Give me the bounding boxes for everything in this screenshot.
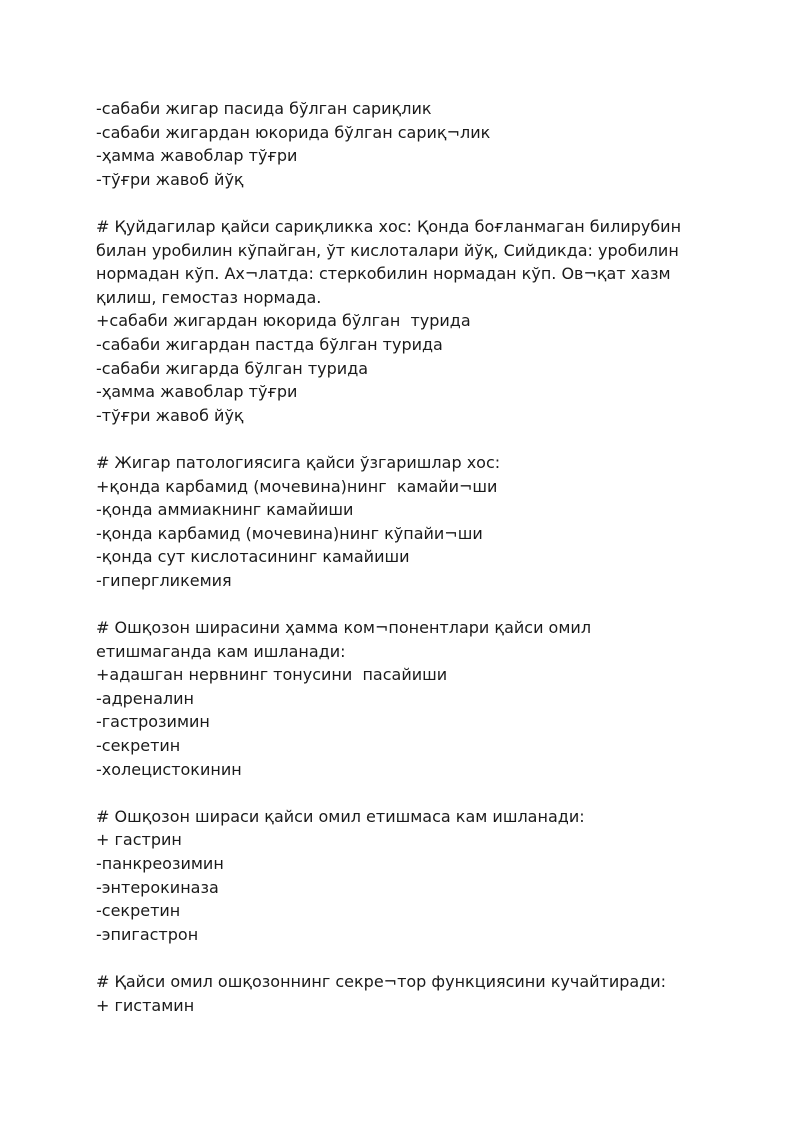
- question-text: етишмаганда кам ишланади:: [96, 641, 346, 661]
- answer-option: -эпигастрон: [96, 924, 199, 944]
- answer-option: -тўғри жавоб йўқ: [96, 169, 244, 189]
- question-text: # Жигар патологиясига қайси ўзгаришлар хос:: [96, 452, 501, 472]
- question-text: # Қуйдагилар қайси сариқликка хос: Қонда боғланмаган билирубин: [96, 216, 682, 236]
- answer-option: -сабаби жигардан юкорида бўлган сариқ¬лик: [96, 122, 491, 142]
- question-block: [96, 616, 706, 781]
- answer-option: -қонда карбамид (мочевина)нинг кўпайи¬ши: [96, 523, 483, 543]
- answer-option-correct: + гистамин: [96, 995, 195, 1015]
- blank-line: [96, 191, 706, 215]
- question-text: қилиш, гемостаз нормада.: [96, 287, 322, 307]
- answer-option: -холецистокинин: [96, 759, 242, 779]
- answer-option: -ҳамма жавоблар тўғри: [96, 146, 298, 166]
- answer-option: -қонда сут кислотасининг камайиши: [96, 547, 410, 567]
- continuation-block: [96, 97, 706, 191]
- question-text: # Қайси омил ошқозоннинг секре¬тор функциясини кучайтиради:: [96, 971, 667, 991]
- question-block: [96, 215, 706, 427]
- answer-option: -тўғри жавоб йўқ: [96, 405, 244, 425]
- answer-option-correct: +адашган нервнинг тонусини пасайиши: [96, 665, 448, 685]
- question-text: # Ошқозон ширасини ҳамма ком¬понентлари қайси омил: [96, 618, 592, 638]
- answer-option: -сабаби жигардан пастда бўлган турида: [96, 334, 443, 354]
- blank-line: [96, 781, 706, 805]
- answer-option: -секретин: [96, 901, 181, 921]
- answer-option-correct: +қонда карбамид (мочевина)нинг камайи¬ши: [96, 476, 498, 496]
- answer-option: -адреналин: [96, 688, 194, 708]
- answer-option: -қонда аммиакнинг камайиши: [96, 500, 354, 520]
- answer-option: -ҳамма жавоблар тўғри: [96, 382, 298, 402]
- answer-option: -энтерокиназа: [96, 877, 219, 897]
- question-text: # Ошқозон шираси қайси омил етишмаса кам ишланади:: [96, 806, 585, 826]
- question-text: нормадан кўп. Ах¬латда: стеркобилин нормадан кўп. Ов¬қат хазм: [96, 264, 671, 284]
- answer-option-correct: + гастрин: [96, 830, 182, 850]
- document-body: [96, 97, 706, 1017]
- question-text: билан уробилин кўпайган, ўт кислоталари йўқ, Сийдикда: уробилин: [96, 240, 679, 260]
- blank-line: [96, 946, 706, 970]
- answer-option: -сабаби жигар пасида бўлган сариқлик: [96, 99, 432, 118]
- question-block: [96, 805, 706, 947]
- blank-line: [96, 592, 706, 616]
- answer-option: -гастрозимин: [96, 712, 210, 732]
- answer-option: -гипергликемия: [96, 570, 232, 590]
- answer-option: -сабаби жигарда бўлган турида: [96, 358, 369, 378]
- answer-option: -панкреозимин: [96, 854, 224, 873]
- answer-option-correct: +сабаби жигардан юкорида бўлган турида: [96, 311, 471, 331]
- question-block: [96, 451, 706, 593]
- question-block: [96, 970, 706, 1017]
- blank-line: [96, 427, 706, 451]
- answer-option: -секретин: [96, 736, 181, 756]
